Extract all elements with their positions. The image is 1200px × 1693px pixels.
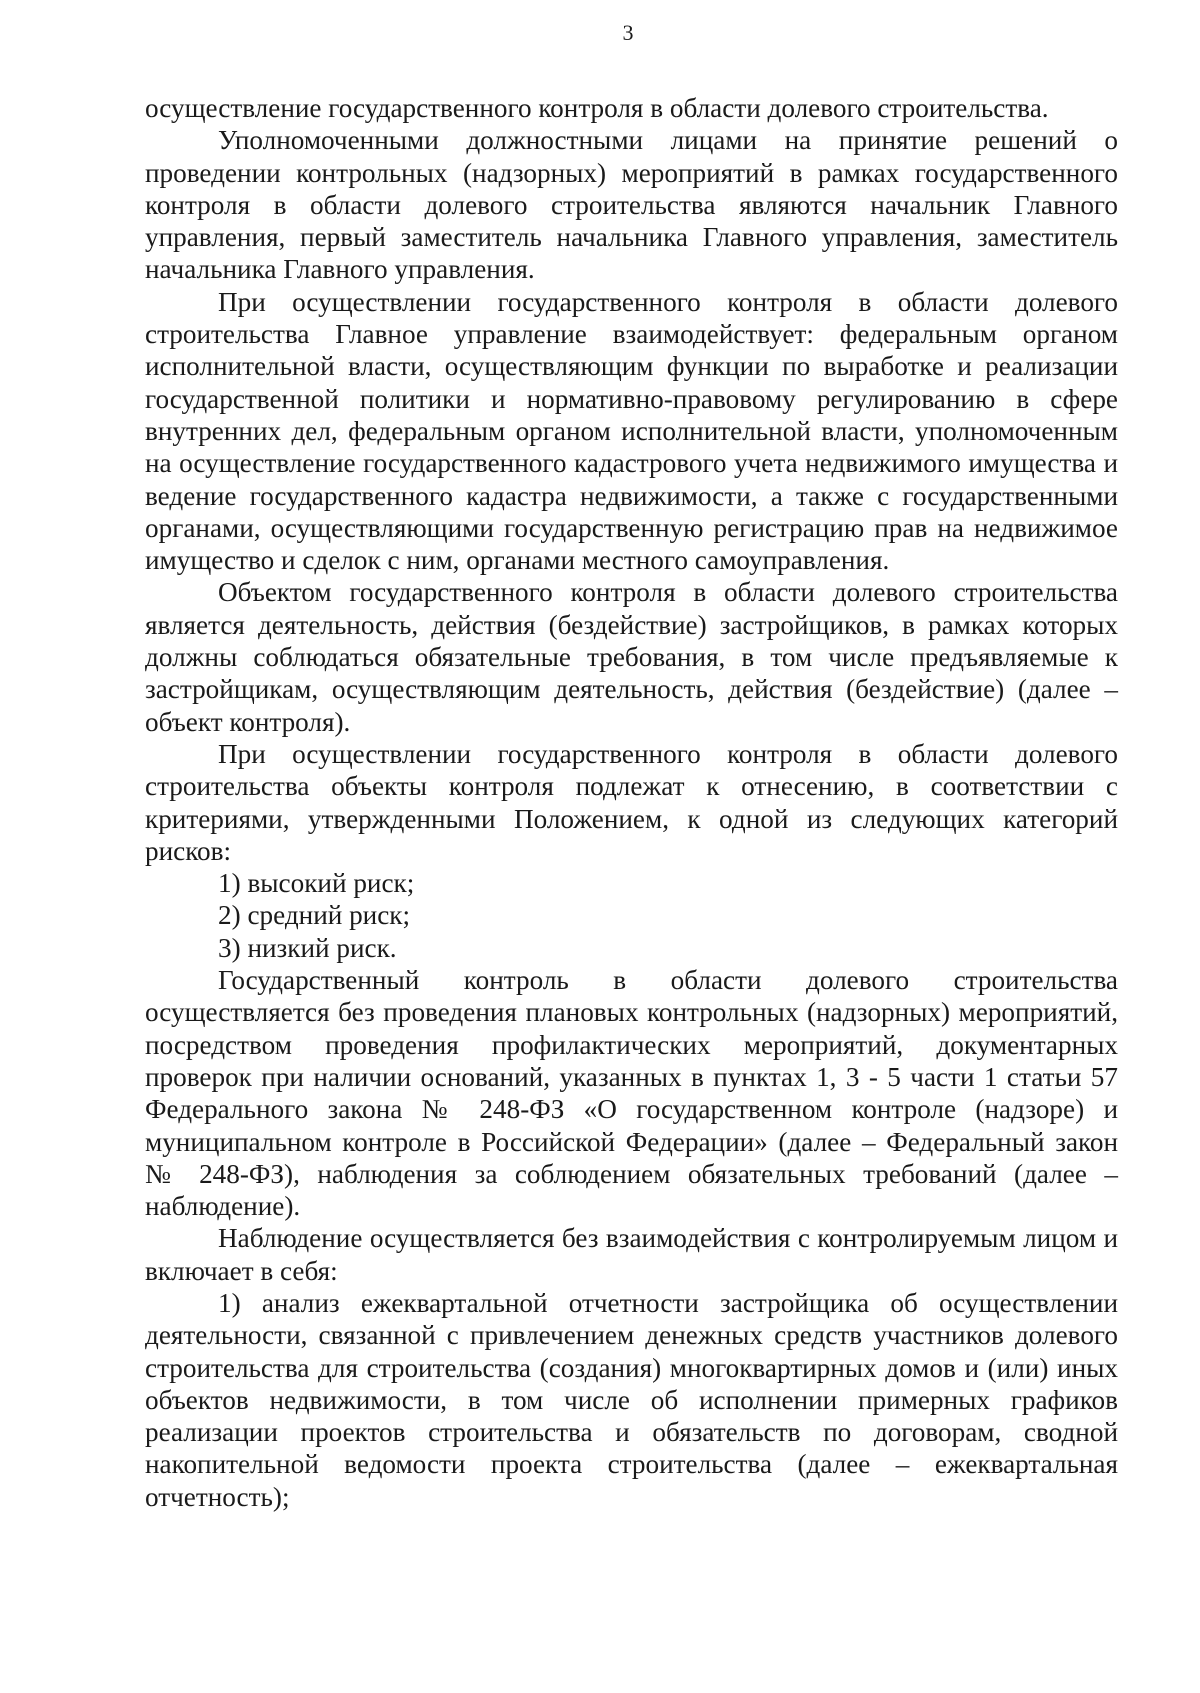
paragraph-risk-categories: При осуществлении государственного контроля в области долевого строительства объекты контроля подлежат к отнесению, в соответствии с критериями, утвержденными Положением, к одной из следующих категорий рисков: <box>145 738 1118 866</box>
paragraph-control-object: Объектом государственного контроля в области долевого строительства является деятельность, действия (бездействие) застройщиков, в рамках которых должны соблюдаться обязательные требования, в том числе предъявляемые к застройщикам, осуществляющим деятельность, действия (бездействие) (далее – объект контроля). <box>145 577 1118 737</box>
list-item-medium-risk: 2) средний риск; <box>218 900 411 931</box>
list-item-low-risk: 3) низкий риск. <box>218 932 397 963</box>
paragraph-continuation: осуществление государственного контроля в области долевого строительства. <box>145 93 1049 123</box>
page-number: 3 <box>622 20 634 45</box>
paragraph-observation-item-1: 1) анализ ежеквартальной отчетности застройщика об осуществлении деятельности, связанной с привлечением денежных средств участников долевого строительства для строительства (создания) многоквартирных домов и (или) иных объектов недвижимости, в том числе об исполнении примерных графиков реализации проектов строительства и обязательств по договорам, сводной накопительной ведомости проекта строительства (далее – ежеквартальная отчетность); <box>145 1287 1118 1512</box>
paragraph-authorized-officials: Уполномоченными должностными лицами на принятие решений о проведении контрольных (надзорных) мероприятий в рамках государственного контроля в области долевого строительства являются начальник Главного управления, первый заместитель начальника Главного управления, заместитель начальника Главного управления. <box>145 125 1118 285</box>
paragraph-observation: Наблюдение осуществляется без взаимодействия с контролируемым лицом и включает в себя: <box>145 1223 1118 1286</box>
document-body <box>145 92 1118 1513</box>
paragraph-interaction: При осуществлении государственного контроля в области долевого строительства Главное управление взаимодействует: федеральным органом исполнительной власти, осуществляющим функции по выработке и реализации государственной политики и нормативно-правовому регулированию в сфере внутренних дел, федеральным органом исполнительной власти, уполномоченным на осуществление государственного кадастрового учета недвижимого имущества и ведение государственного кадастра недвижимости, а также с государственными органами, осуществляющими государственную регистрацию прав на недвижимое имущество и сделок с ним, органами местного самоуправления. <box>145 286 1118 576</box>
paragraph-control-methods: Государственный контроль в области долевого строительства осуществляется без проведения плановых контрольных (надзорных) мероприятий, посредством проведения профилактических мероприятий, документарных проверок при наличии оснований, указанных в пунктах 1, 3 - 5 части 1 статьи 57 Федерального закона № 248-ФЗ «О государственном контроле (надзоре) и муниципальном контроле в Российской Федерации» (далее – Федеральный закон № 248-ФЗ), наблюдения за соблюдением обязательных требований (далее – наблюдение). <box>145 965 1118 1222</box>
list-item-high-risk: 1) высокий риск; <box>218 868 415 899</box>
